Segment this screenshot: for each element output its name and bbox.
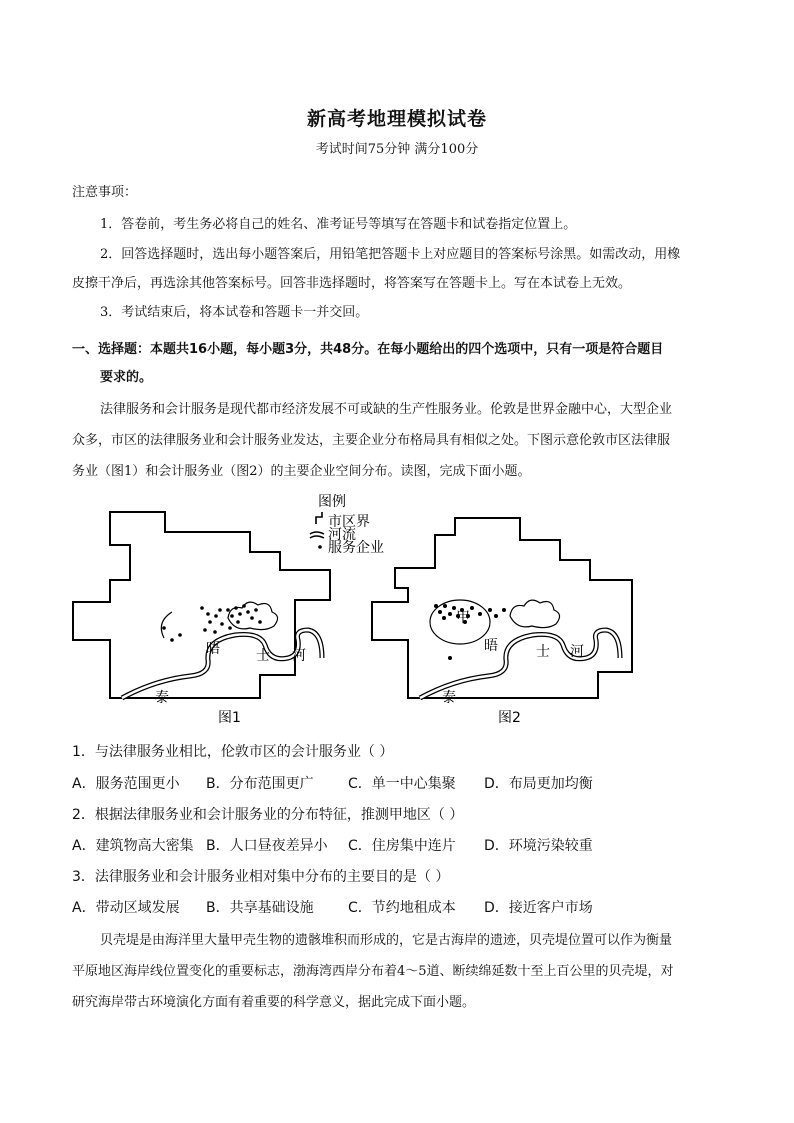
notice-item: 2．回答选择题时，选出每小题答案后，用铅笔把答题卡上对应题目的答案标号涂黑。如需改动，用橡 bbox=[100, 247, 681, 262]
option-b[interactable]: B．共享基础设施 bbox=[206, 900, 314, 916]
section-heading-cont: 要求的。 bbox=[100, 370, 153, 385]
option-a[interactable]: A．服务范围更小 bbox=[72, 776, 180, 792]
boundary-legend-icon bbox=[316, 512, 322, 524]
option-c[interactable]: C．住房集中连片 bbox=[348, 838, 456, 854]
figure-1-caption: 图1 bbox=[218, 710, 241, 726]
city-boundary-1 bbox=[73, 512, 330, 698]
passage-line: 法律服务和会计服务是现代都市经济发展不可或缺的生产性服务业。伦敦是世界金融中心，大型企业 bbox=[100, 402, 673, 417]
option-a[interactable]: A．建筑物高大密集 bbox=[72, 838, 194, 854]
question-stem: 3．法律服务业和会计服务业相对集中分布的主要目的是（ ） bbox=[72, 869, 450, 885]
notice-item: 1．答卷前，考生务必将自己的姓名、准考证号等填写在答题卡和试卷指定位置上。 bbox=[100, 217, 577, 232]
thames-river-2 bbox=[420, 630, 620, 698]
option-b[interactable]: B．人口昼夜差异小 bbox=[206, 838, 328, 854]
river-char: 泰 bbox=[442, 690, 456, 706]
river-char: 晤 bbox=[206, 641, 220, 657]
question-stem: 2．根据法律服务业和会计服务业的分布特征，推测甲地区（ ） bbox=[72, 807, 464, 823]
question-stem: 1．与法律服务业相比，伦敦市区的会计服务业（ ） bbox=[72, 744, 394, 760]
passage-line: 平原地区海岸线位置变化的重要标志，渤海湾西岸分布着4～5道、断续绵延数十至上百公里的贝壳堤，对 bbox=[72, 964, 674, 979]
river-char: 士 bbox=[536, 644, 550, 660]
page-title: 新高考地理模拟试卷 bbox=[306, 108, 487, 130]
central-area-2 bbox=[510, 600, 560, 627]
river-legend-icon bbox=[310, 532, 324, 538]
section-heading: 一、选择题：本题共16小题，每小题3分，共48分。在每小题给出的四个选项中，只有一项是符合题目 bbox=[72, 342, 664, 357]
legend-boundary-label: 市区界 bbox=[328, 514, 370, 530]
option-c[interactable]: C．节约地租成本 bbox=[348, 900, 456, 916]
london-maps-figure bbox=[60, 490, 740, 730]
central-area-1 bbox=[228, 602, 278, 629]
figure-2-caption: 图2 bbox=[498, 710, 521, 726]
notice-item: 皮擦干净后，再选涂其他答案标号。回答非选择题时，将答案写在答题卡上。写在本试卷上无效。 bbox=[72, 276, 632, 291]
thames-river-1 bbox=[122, 630, 322, 698]
option-d[interactable]: D．环境污染较重 bbox=[484, 838, 593, 854]
notice-item: 3．考试结束后，将本试卷和答题卡一并交回。 bbox=[100, 305, 369, 320]
river-char: 士 bbox=[256, 648, 270, 664]
passage-line: 研究海岸带古环境演化方面有着重要的科学意义，据此完成下面小题。 bbox=[72, 995, 476, 1010]
legend-title: 图例 bbox=[318, 494, 346, 510]
option-a[interactable]: A．带动区域发展 bbox=[72, 900, 180, 916]
legend-river-label: 河流 bbox=[328, 527, 356, 543]
option-b[interactable]: B．分布范围更广 bbox=[206, 776, 314, 792]
passage-line: 务业（图1）和会计服务业（图2）的主要企业空间分布。读图，完成下面小题。 bbox=[72, 464, 531, 479]
river-char: 泰 bbox=[155, 690, 169, 706]
region-jia-label: 甲 bbox=[456, 610, 470, 626]
firm-legend-icon bbox=[318, 545, 322, 549]
notice-heading: 注意事项： bbox=[72, 185, 138, 200]
option-d[interactable]: D．接近客户市场 bbox=[484, 900, 593, 916]
option-d[interactable]: D．布局更加均衡 bbox=[484, 776, 593, 792]
exam-subtitle: 考试时间75分钟 满分100分 bbox=[315, 142, 479, 157]
option-c[interactable]: C．单一中心集聚 bbox=[348, 776, 456, 792]
passage-line: 贝壳堤是由海洋里大量甲壳生物的遗骸堆积而形成的，它是古海岸的遗迹，贝壳堤位置可以作为衡量 bbox=[100, 933, 673, 948]
river-char: 河 bbox=[292, 648, 306, 664]
legend-firm-label: 服务企业 bbox=[328, 540, 384, 556]
river-char: 晤 bbox=[484, 638, 498, 654]
passage-line: 众多，市区的法律服务业和会计服务业发达，主要企业分布格局具有相似之处。下图示意伦敦市区法律服 bbox=[72, 433, 671, 448]
river-char: 河 bbox=[570, 644, 584, 660]
